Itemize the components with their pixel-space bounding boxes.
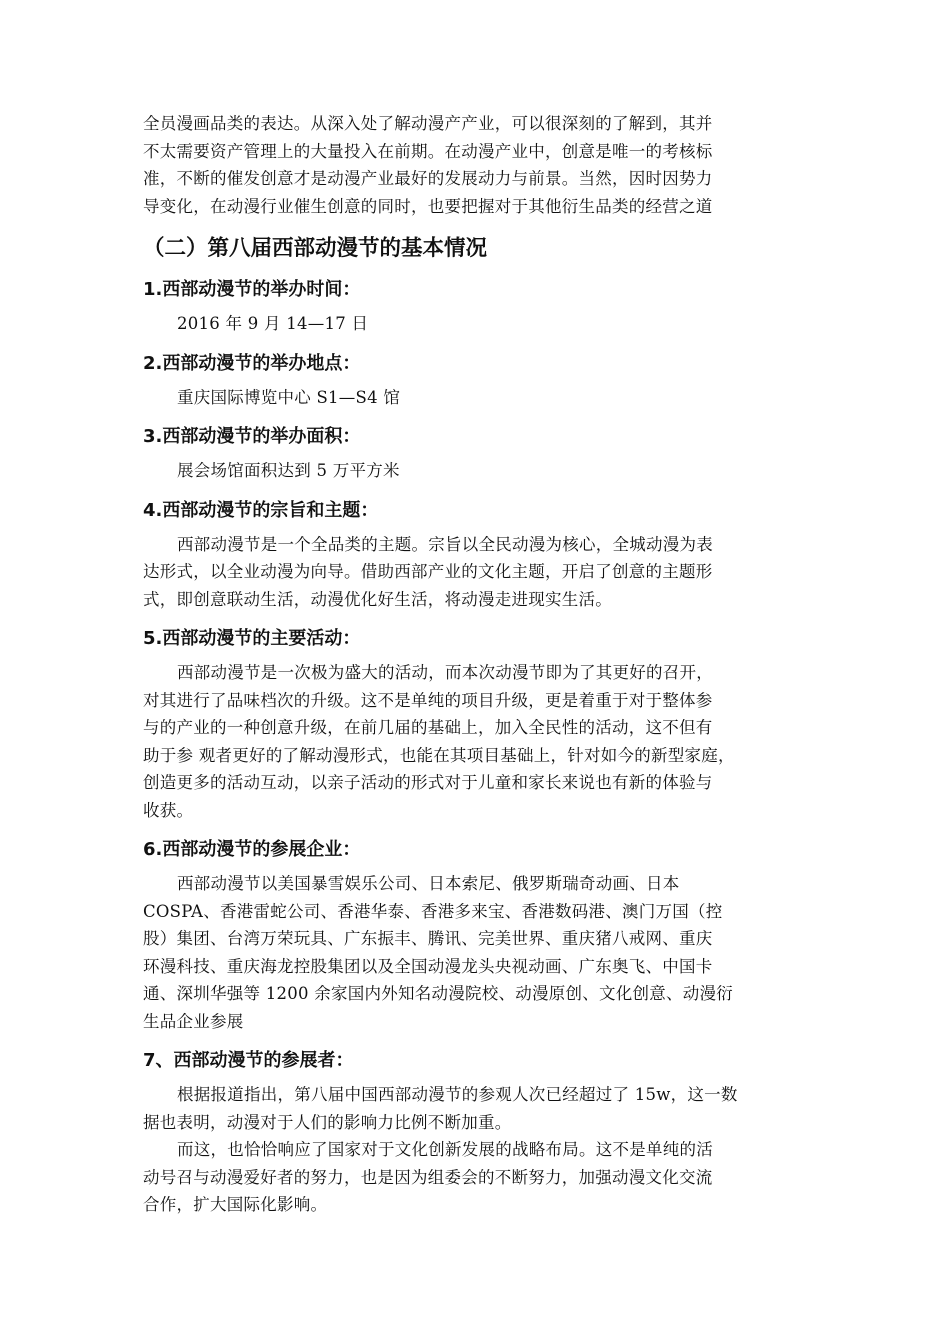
item-heading: 1.西部动漫节的举办时间： <box>143 279 361 300</box>
document-body <box>143 110 823 1219</box>
text-line: 重庆国际博览中心 S1—S4 馆 <box>177 387 401 407</box>
text-line: COSPA、香港雷蛇公司、香港华泰、香港多来宝、香港数码港、澳门万国（控 <box>143 901 723 921</box>
text-line: 据也表明，动漫对于人们的影响力比例不断加重。 <box>143 1112 512 1132</box>
text-line: 2016 年 9 月 14—17 日 <box>177 314 369 333</box>
item-heading: 5.西部动漫节的主要活动： <box>143 628 361 649</box>
text-line: 环漫科技、重庆海龙控股集团以及全国动漫龙头央视动画、广东奥飞、中国卡 <box>143 956 713 976</box>
text-line: 助于参 观者更好的了解动漫形式，也能在其项目基础上，针对如今的新型家庭， <box>143 745 735 765</box>
item-activities <box>143 625 823 824</box>
text-line: 式，即创意联动生活，动漫优化好生活，将动漫走进现实生活。 <box>143 589 612 609</box>
item-time <box>143 276 823 338</box>
item-location <box>143 350 823 412</box>
text-line: 收获。 <box>143 800 194 820</box>
text-line: 生品企业参展 <box>143 1011 244 1031</box>
text-line: 而这，也恰恰响应了国家对于文化创新发展的战略布局。这不是单纯的活 <box>177 1140 713 1159</box>
section-title: （二）第八届西部动漫节的基本情况 <box>143 236 488 261</box>
text-line: 对其进行了品味档次的升级。这不是单纯的项目升级，更是着重于对于整体参 <box>143 690 713 710</box>
text-line: 达形式，以全业动漫为向导。借助西部产业的文化主题，开启了创意的主题形 <box>143 562 713 581</box>
text-line: 股）集团、台湾万荣玩具、广东振丰、腾讯、完美世界、重庆猪八戒网、重庆 <box>143 929 713 948</box>
item-heading: 4.西部动漫节的宗旨和主题： <box>143 499 379 521</box>
text-line: 西部动漫节是一个全品类的主题。宗旨以全民动漫为核心，全城动漫为表 <box>177 534 713 554</box>
text-line: 根据报道指出，第八届中国西部动漫节的参观人次已经超过了 15w，这一数 <box>177 1085 738 1104</box>
item-exhibitors <box>143 836 823 1035</box>
text-line: 西部动漫节以美国暴雪娱乐公司、日本索尼、俄罗斯瑞奇动画、日本 <box>177 874 680 893</box>
text-line: 合作，扩大国际化影响。 <box>143 1195 328 1214</box>
text-line: 动号召与动漫爱好者的努力，也是因为组委会的不断努力，加强动漫文化交流 <box>143 1167 713 1187</box>
item-theme <box>143 497 823 614</box>
text-line: 西部动漫节是一次极为盛大的活动，而本次动漫节即为了其更好的召开， <box>177 663 713 682</box>
text-line: 准，不断的催发创意才是动漫产业最好的发展动力与前景。当然，因时因势力 <box>143 169 713 188</box>
item-heading: 6.西部动漫节的参展企业： <box>143 839 361 860</box>
item-area <box>143 423 823 485</box>
item-visitors <box>143 1047 823 1219</box>
item-heading: 7、西部动漫节的参展者： <box>143 1050 354 1071</box>
intro-paragraph <box>143 110 823 220</box>
text-line: 创造更多的活动互动，以亲子活动的形式对于儿童和家长来说也有新的体验与 <box>143 773 713 792</box>
text-line: 导变化，在动漫行业催生创意的同时，也要把握对于其他衍生品类的经营之道 <box>143 196 713 216</box>
item-heading: 2.西部动漫节的举办地点： <box>143 352 361 374</box>
item-heading: 3.西部动漫节的举办面积： <box>143 426 361 447</box>
text-line: 全员漫画品类的表达。从深入处了解动漫产产业，可以很深刻的了解到，其并 <box>143 114 713 133</box>
text-line: 与的产业的一种创意升级，在前几届的基础上，加入全民性的活动，这不但有 <box>143 718 713 737</box>
text-line: 展会场馆面积达到 5 万平方米 <box>177 461 400 480</box>
text-line: 通、深圳华强等 1200 余家国内外知名动漫院校、动漫原创、文化创意、动漫衍 <box>143 984 733 1003</box>
text-line: 不太需要资产管理上的大量投入在前期。在动漫产业中，创意是唯一的考核标 <box>143 141 713 161</box>
